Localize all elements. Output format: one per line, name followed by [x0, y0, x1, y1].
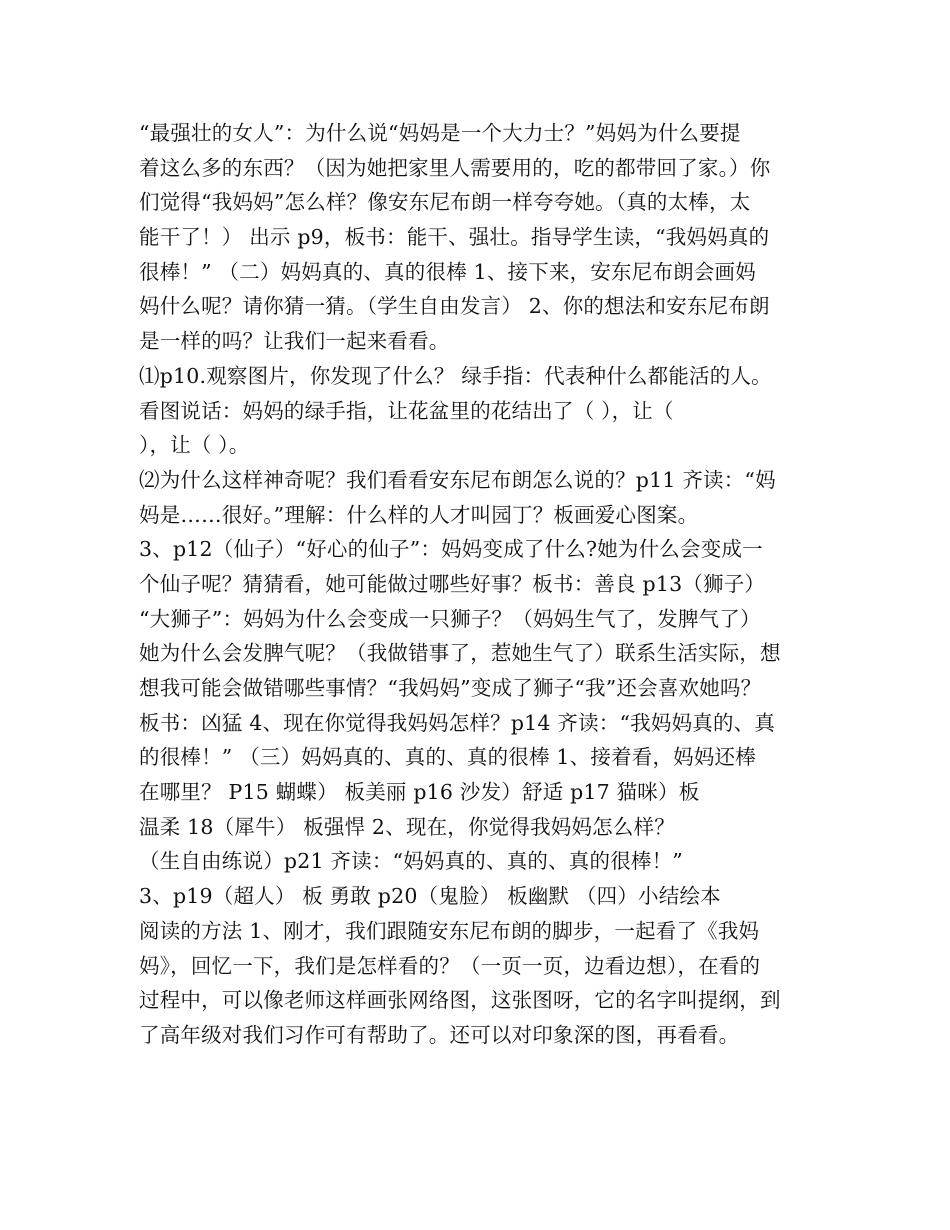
text-line: 妈什么呢？请你猜一猜。（学生自由发言） 2、你的想法和安东尼布朗 [139, 294, 770, 319]
text-line: 3、p19（超人） 板 勇敢 p20（鬼脸） 板幽默 （四）小结绘本 [139, 884, 721, 909]
text-line: 着这么多的东西？（因为她把家里人需要用的，吃的都带回了家。）你 [139, 155, 771, 180]
text-line: 们觉得“我妈妈”怎么样？像安东尼布朗一样夸夸她。（真的太棒，太 [139, 190, 751, 215]
text-line: ⑵为什么这样神奇呢？我们看看安东尼布朗怎么说的？p11 齐读：“妈 [139, 467, 776, 492]
text-line: “最强壮的女人”：为什么说“妈妈是一个大力士？”妈妈为什么要提 [139, 121, 741, 145]
text-line: 妈是……很好。”理解：什么样的人才叫园丁？板画爱心图案。 [139, 502, 699, 527]
text-line: 3、p12（仙子）“好心的仙子”：妈妈变成了什么?她为什么会变成一 [139, 537, 763, 562]
text-line: 是一样的吗？让我们一起来看看。 [139, 329, 450, 354]
text-line: 很棒！” （二）妈妈真的、真的很棒 1、接下来，安东尼布朗会画妈 [139, 259, 756, 284]
text-line: 板书：凶猛 4、现在你觉得我妈妈怎样？p14 齐读：“我妈妈真的、真 [139, 710, 776, 735]
text-line: 妈》，回忆一下，我们是怎样看的？（一页一页，边看边想），在看的 [139, 953, 761, 978]
text-line: （生自由练说）p21 齐读：“妈妈真的、真的、真的很棒！” [139, 849, 683, 874]
text-line: 看图说话：妈妈的绿手指，让花盆里的花结出了（ ），让（ [139, 398, 674, 423]
text-line: 她为什么会发脾气呢？（我做错事了，惹她生气了）联系生活实际，想 [139, 641, 781, 666]
text-line: 阅读的方法 1、刚才，我们跟随安东尼布朗的脚步，一起看了《我妈 [139, 918, 760, 943]
text-line: 温柔 18（犀牛） 板强悍 2、现在，你觉得我妈妈怎么样？ [139, 814, 675, 839]
text-line: 的很棒！” （三）妈妈真的、真的、真的很棒 1、接着看，妈妈还棒 [139, 745, 756, 770]
text-line: 在哪里？ P15 蝴蝶） 板美丽 p16 沙发）舒适 p17 猫咪）板 [139, 780, 700, 805]
text-line: 过程中，可以像老师这样画张网络图，这张图呀，它的名字叫提纲，到 [139, 988, 781, 1013]
text-line: 了高年级对我们习作可有帮助了。还可以对印象深的图，再看看。 [139, 1022, 740, 1047]
text-line: ），让（ ）。 [139, 433, 250, 458]
text-line: “大狮子”：妈妈为什么会变成一只狮子？（妈妈生气了，发脾气了） [139, 606, 761, 631]
text-line: 个仙子呢？猜猜看，她可能做过哪些好事？板书：善良 p13（狮子） [139, 571, 766, 596]
text-line: 想我可能会做错哪些事情？“我妈妈”变成了狮子“我”还会喜欢她吗？ [139, 676, 762, 700]
document-page [139, 116, 819, 1053]
text-line: 能干了！） 出示 p9，板书：能干、强壮。指导学生读，“我妈妈真的 [139, 225, 770, 250]
text-line: ⑴p10.观察图片，你发现了什么？ 绿手指：代表种什么都能活的人。 [139, 363, 772, 388]
